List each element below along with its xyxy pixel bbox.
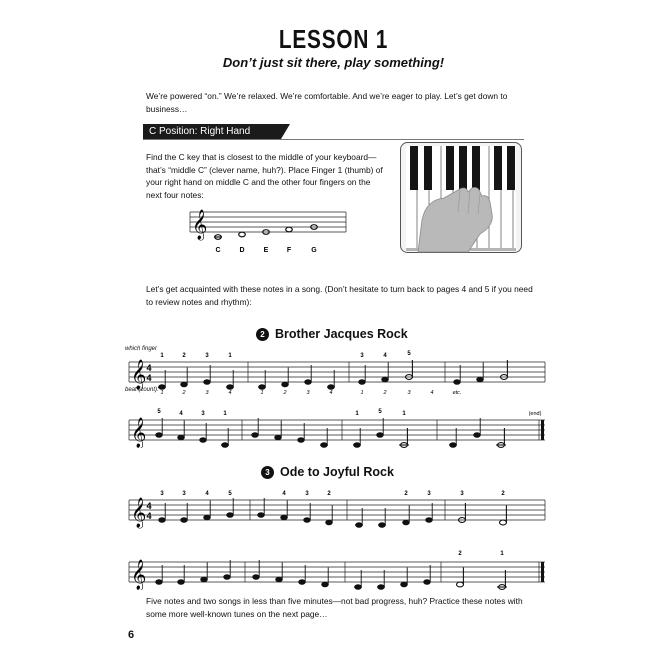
half-note: [500, 520, 507, 525]
track-number-badge: 3: [261, 466, 274, 479]
note: [377, 433, 384, 438]
ode-to-joyful-staff-1: [127, 486, 547, 532]
svg-text:3: 3: [160, 491, 164, 497]
svg-text:1: 1: [160, 353, 164, 359]
svg-text:1: 1: [223, 411, 227, 417]
brother-jacques-staff-2: [127, 406, 547, 448]
track-number-badge: 2: [256, 328, 269, 341]
half-note: [457, 582, 464, 587]
note: [454, 380, 461, 385]
note: [204, 515, 211, 520]
whole-note-d: [239, 232, 246, 237]
which-finger-label: which finger: [125, 346, 158, 352]
svg-text:3: 3: [360, 353, 364, 359]
note-label-g: G: [311, 247, 317, 254]
note-label-c: C: [215, 247, 221, 254]
svg-text:4: 4: [383, 353, 387, 359]
svg-text:4: 4: [329, 390, 333, 396]
note: [178, 435, 185, 440]
section-header: C Position: Right Hand: [143, 124, 281, 139]
svg-text:1: 1: [360, 390, 364, 396]
note: [305, 380, 312, 385]
note: [359, 380, 366, 385]
note: [355, 585, 362, 590]
treble-clef-icon: 𝄞: [131, 497, 147, 527]
end-label: (end): [528, 411, 542, 417]
note: [403, 520, 410, 525]
time-signature: [146, 501, 151, 521]
find-middle-c-paragraph: Find the C key that is closest to the middle of your keyboard—that’s “middle C” (clever name, huh?). Place Finger 1 (thumb) of your right hand on middle C and the other four fingers on the next four notes:: [146, 152, 383, 200]
closing-paragraph: Five notes and two songs in less than five minutes—not bad progress, huh? Practice these notes with some more well-known tunes on the next page…: [146, 596, 523, 619]
treble-clef-icon: 𝄞: [131, 359, 147, 389]
note: [378, 585, 385, 590]
note-label-d: D: [239, 247, 245, 254]
note: [328, 385, 335, 390]
note-label-f: F: [286, 247, 292, 254]
note: [276, 577, 283, 582]
svg-text:3: 3: [305, 491, 309, 497]
note: [227, 513, 234, 518]
svg-text:2: 2: [182, 353, 186, 359]
svg-text:2: 2: [404, 491, 408, 497]
note: [299, 580, 306, 585]
note: [224, 575, 231, 580]
treble-clef-icon: 𝄞: [192, 209, 208, 239]
treble-clef-icon: 𝄞: [131, 417, 147, 447]
svg-text:4: 4: [146, 501, 152, 511]
brother-jacques-staff-1: [127, 348, 547, 400]
svg-text:etc.: etc.: [452, 390, 462, 396]
note: [204, 380, 211, 385]
note: [401, 582, 408, 587]
svg-text:1: 1: [228, 353, 232, 359]
time-signature: [146, 363, 151, 383]
svg-text:2: 2: [383, 390, 387, 396]
svg-text:2: 2: [501, 491, 505, 497]
note: [424, 580, 431, 585]
note: [322, 582, 329, 587]
note: [354, 443, 361, 448]
note: [326, 520, 333, 525]
lesson-title: LESSON 1: [278, 24, 389, 54]
svg-text:4: 4: [205, 491, 209, 497]
note: [426, 518, 433, 523]
beat-count-label: beat (count):: [125, 387, 159, 393]
note: [156, 433, 163, 438]
svg-text:2: 2: [283, 390, 287, 396]
note: [282, 382, 289, 387]
svg-text:2: 2: [327, 491, 331, 497]
intro-paragraph: We’re powered “on.” We’re relaxed. We’re comfortable. And we’re eager to play. Let’s get down to business…: [146, 91, 508, 114]
svg-text:3: 3: [205, 390, 209, 396]
svg-text:4: 4: [146, 373, 152, 383]
keyboard-hand-photo: [400, 142, 522, 253]
svg-text:3: 3: [306, 390, 310, 396]
section-rule: [143, 139, 524, 140]
note: [181, 518, 188, 523]
svg-text:5: 5: [378, 409, 382, 415]
svg-text:3: 3: [460, 491, 464, 497]
svg-text:1: 1: [260, 390, 264, 396]
note: [356, 523, 363, 528]
svg-text:1: 1: [402, 411, 406, 417]
song-title-ode-to-joyful: [261, 465, 394, 479]
note: [159, 385, 166, 390]
svg-text:1: 1: [500, 551, 504, 557]
note: [253, 575, 260, 580]
ode-to-joyful-staff-2: [127, 548, 547, 590]
svg-text:4: 4: [430, 390, 434, 396]
note: [379, 523, 386, 528]
svg-text:4: 4: [146, 511, 152, 521]
note: [227, 385, 234, 390]
svg-text:1: 1: [160, 390, 164, 396]
song-intro-paragraph: Let’s get acquainted with these notes in a song. (Don’t hesitate to turn back to pages 4 and 5 if you need to review notes and rhythm):: [146, 284, 533, 307]
svg-text:2: 2: [182, 390, 186, 396]
note: [275, 435, 282, 440]
svg-text:3: 3: [427, 491, 431, 497]
note: [474, 433, 481, 438]
song-title-brother-jacques: [256, 327, 408, 341]
note: [259, 385, 266, 390]
section-header-tip: [281, 124, 290, 139]
note: [450, 443, 457, 448]
song-title-text: Brother Jacques Rock: [275, 327, 408, 341]
svg-text:2: 2: [458, 551, 462, 557]
svg-text:3: 3: [201, 411, 205, 417]
page-number: 6: [128, 629, 135, 641]
svg-text:3: 3: [182, 491, 186, 497]
svg-text:5: 5: [407, 351, 411, 357]
treble-clef-icon: 𝄞: [131, 559, 147, 589]
note: [304, 518, 311, 523]
svg-text:4: 4: [179, 411, 183, 417]
note-label-e: E: [263, 247, 269, 254]
c-position-staff: [188, 209, 348, 257]
svg-text:5: 5: [157, 409, 161, 415]
note: [178, 580, 185, 585]
note: [181, 382, 188, 387]
svg-text:3: 3: [205, 353, 209, 359]
note: [222, 443, 229, 448]
svg-text:4: 4: [228, 390, 232, 396]
note: [298, 438, 305, 443]
note: [477, 377, 484, 382]
note: [156, 580, 163, 585]
note: [321, 443, 328, 448]
note: [200, 438, 207, 443]
svg-text:4: 4: [146, 363, 152, 373]
svg-text:5: 5: [228, 491, 232, 497]
svg-text:3: 3: [407, 390, 411, 396]
note: [258, 513, 265, 518]
note: [201, 577, 208, 582]
lesson-subtitle: Don’t just sit there, play something!: [222, 55, 445, 70]
note: [252, 433, 259, 438]
note: [281, 515, 288, 520]
svg-text:1: 1: [355, 411, 359, 417]
note: [382, 377, 389, 382]
whole-note-f: [286, 227, 293, 232]
svg-text:4: 4: [282, 491, 286, 497]
note: [159, 518, 166, 523]
song-title-text: Ode to Joyful Rock: [280, 465, 394, 479]
